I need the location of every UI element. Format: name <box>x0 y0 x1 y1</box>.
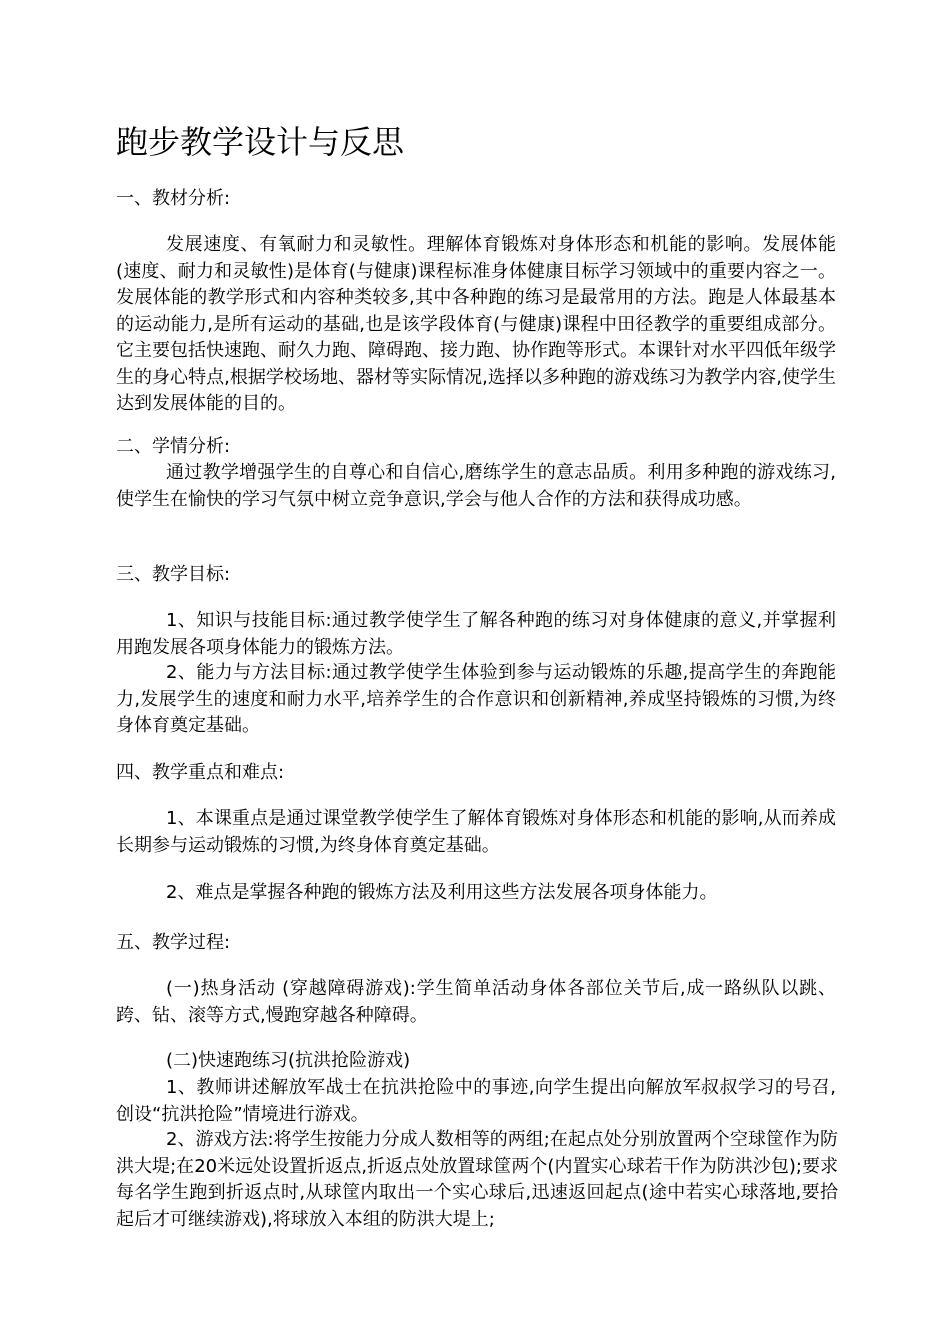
paragraph-difficulty: 2、难点是掌握各种跑的锻炼方法及利用这些方法发展各项身体能力。 <box>166 882 718 903</box>
paragraph-speed-run-title: (二)快速跑练习(抗洪抢险游戏) <box>166 1050 411 1071</box>
paragraph-warmup: (一)热身活动 (穿越障碍游戏):学生简单活动身体各部位关节后,成一路纵队以跳、跨、钻、滚等方式,慢跑穿越各种障碍。 <box>116 978 836 1026</box>
paragraph-material-analysis: 发展速度、有氧耐力和灵敏性。理解体育锻炼对身体形态和机能的影响。发展体能(速度、耐力和灵敏性)是体育(与健康)课程标准身体健康目标学习领域中的重要内容之一。发展体能的教学形式和内容种类较多,其中各种跑的练习是最常用的方法。跑是人体最基本的运动能力,是所有运动的基础,也是该学段体育(与健康)课程中田径教学的重要组成部分。它主要包括快速跑、耐久力跑、障碍跑、接力跑、协作跑等形式。本课针对水平四低年级学生的身心特点,根据学校场地、器材等实际情况,选择以多种跑的游戏练习为教学内容,使学生达到发展体能的目的。 <box>116 234 836 414</box>
paragraph-game-method: 2、游戏方法:将学生按能力分成人数相等的两组;在起点处分别放置两个空球筐作为防洪大堤;在20米远处设置折返点,折返点处放置球筐两个(内置实心球若干作为防洪沙包);要求每名学生跑到折返点时,从球筐内取出一个实心球后,迅速返回起点(途中若实心球落地,要拾起后才可继续游戏),将球放入本组的防洪大堤上; <box>116 1129 838 1230</box>
section-heading-material-analysis: 一、教材分析: <box>116 188 231 209</box>
section-heading-student-analysis: 二、学情分析: <box>116 436 231 457</box>
paragraph-goal-knowledge-skills: 1、知识与技能目标:通过教学使学生了解各种跑的练习对身体健康的意义,并掌握利用跑发展各项身体能力的锻炼方法。 <box>116 610 836 658</box>
section-heading-teaching-process: 五、教学过程: <box>116 932 231 953</box>
section-heading-teaching-goals: 三、教学目标: <box>116 564 231 585</box>
page-title: 跑步教学设计与反思 <box>116 123 405 161</box>
paragraph-key-point: 1、本课重点是通过课堂教学使学生了解体育锻炼对身体形态和机能的影响,从而养成长期参与运动锻炼的习惯,为终身体育奠定基础。 <box>116 808 836 856</box>
section-heading-key-points: 四、教学重点和难点: <box>116 762 285 783</box>
paragraph-goal-ability-methods: 2、能力与方法目标:通过教学使学生体验到参与运动锻炼的乐趣,提高学生的奔跑能力,发展学生的速度和耐力水平,培养学生的合作意识和创新精神,养成坚持锻炼的习惯,为终身体育奠定基础。 <box>116 662 836 736</box>
paragraph-student-analysis: 通过教学增强学生的自尊心和自信心,磨练学生的意志品质。利用多种跑的游戏练习,使学生在愉快的学习气氛中树立竞争意识,学会与他人合作的方法和获得成功感。 <box>116 462 836 510</box>
paragraph-speed-run-story: 1、教师讲述解放军战士在抗洪抢险中的事迹,向学生提出向解放军叔叔学习的号召,创设“抗洪抢险”情境进行游戏。 <box>116 1077 836 1125</box>
